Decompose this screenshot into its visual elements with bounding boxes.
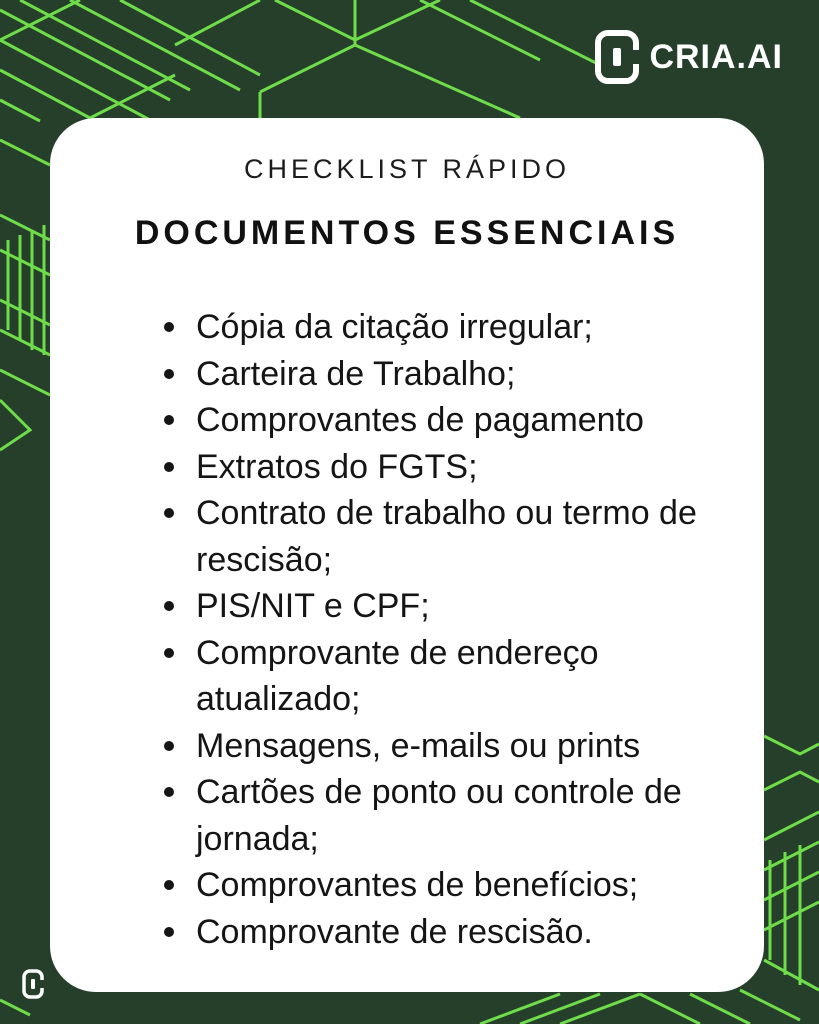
brand-name: CRIA.AI bbox=[649, 37, 783, 76]
list-item: Comprovante de rescisão. bbox=[162, 909, 722, 956]
document-list bbox=[162, 304, 722, 955]
small-logo-icon bbox=[22, 969, 44, 999]
list-item: Comprovantes de pagamento bbox=[162, 397, 722, 444]
checklist-card bbox=[50, 118, 764, 992]
list-item: Contrato de trabalho ou termo de rescisão; bbox=[162, 490, 722, 583]
list-item: Comprovante de endereço atualizado; bbox=[162, 630, 722, 723]
list-item: Extratos do FGTS; bbox=[162, 444, 722, 491]
list-item: Mensagens, e-mails ou prints bbox=[162, 723, 722, 770]
list-item: PIS/NIT e CPF; bbox=[162, 583, 722, 630]
list-item: Cartões de ponto ou controle de jornada; bbox=[162, 769, 722, 862]
card-heading: DOCUMENTOS ESSENCIAIS bbox=[134, 214, 680, 252]
brand-logo bbox=[595, 30, 783, 84]
list-item: Comprovantes de benefícios; bbox=[162, 862, 722, 909]
cria-logo-icon bbox=[595, 30, 639, 84]
card-kicker: CHECKLIST RÁPIDO bbox=[243, 154, 571, 184]
list-item: Cópia da citação irregular; bbox=[162, 304, 722, 351]
list-item: Carteira de Trabalho; bbox=[162, 351, 722, 398]
